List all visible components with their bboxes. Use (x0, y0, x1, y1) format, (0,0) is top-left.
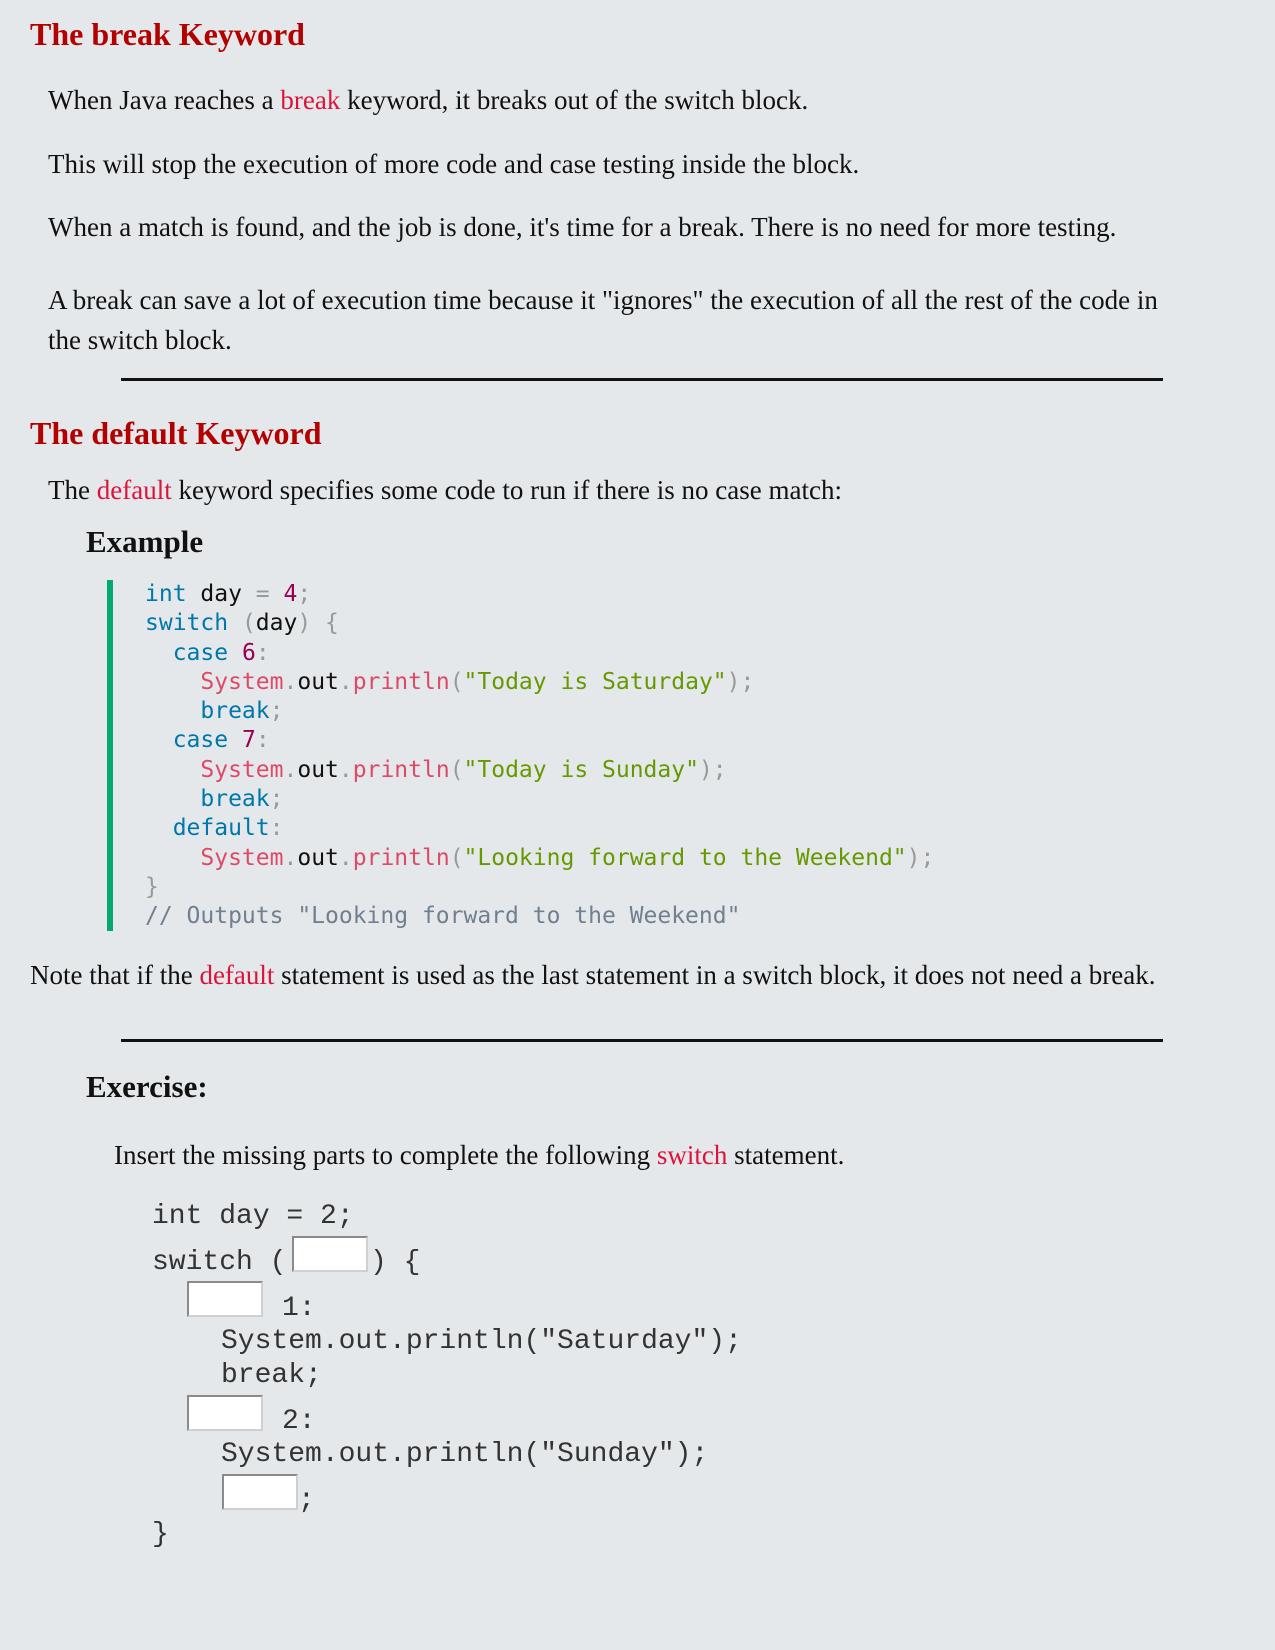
exercise-close-brace: } (152, 1519, 169, 1550)
case-1-keyword-input[interactable] (187, 1281, 263, 1317)
default-intro: The default keyword specifies some code to run if there is no case match: (48, 475, 842, 505)
code-block: int day = 4; switch (day) { case 6: System.out.println("Today is Saturday"); break; case 7: System.out.println("Today is Sunday"); break; default: System.out.println("Looking forward to the Weekend"); } // Outputs "Looking forward to the Weekend" (145, 581, 935, 930)
break-heading: The break Keyword (30, 16, 305, 52)
case-2-keyword-input[interactable] (187, 1395, 263, 1431)
break-paragraph-3: When a match is found, and the job is done, it's time for a break. There is no need for more testing. (48, 212, 1117, 242)
example-title: Example (86, 524, 204, 559)
break-paragraph-2: This will stop the execution of more code and case testing inside the block. (48, 149, 860, 179)
divider-2 (121, 1039, 1163, 1042)
exercise-println-1: System.out.println("Saturday"); (221, 1326, 742, 1357)
default-note: Note that if the default statement is used as the last statement in a switch block, it does not need a break. (30, 960, 1156, 990)
switch-expression-input[interactable] (292, 1236, 368, 1272)
exercise-line-1: int day = 2; (152, 1201, 354, 1232)
default-keyword: default (96, 475, 172, 505)
exercise-case-2-label: 2: (282, 1406, 316, 1437)
switch-keyword: switch (656, 1140, 728, 1170)
exercise-case-1-label: 1: (282, 1293, 316, 1324)
break-paragraph-4: A break can save a lot of execution time because it "ignores" the execution of all the rest of the code in the switch block. (48, 285, 1158, 355)
exercise-title: Exercise: (86, 1069, 208, 1104)
code-example (107, 580, 1013, 931)
break-keyword-input[interactable] (222, 1474, 298, 1510)
exercise-break-line: break; (221, 1360, 322, 1391)
exercise-after-blank-semicolon: ; (298, 1485, 315, 1516)
break-paragraph-1: When Java reaches a break keyword, it breaks out of the switch block. (48, 85, 809, 115)
default-heading: The default Keyword (30, 415, 322, 451)
default-keyword-note: default (199, 960, 275, 990)
exercise-instructions: Insert the missing parts to complete the following switch statement. (114, 1140, 845, 1170)
divider-1 (121, 378, 1163, 381)
break-keyword: break (280, 85, 341, 115)
exercise-println-2: System.out.println("Sunday"); (221, 1439, 709, 1470)
exercise-switch-close: ) { (370, 1247, 421, 1278)
exercise-switch-open: switch ( (152, 1247, 287, 1278)
